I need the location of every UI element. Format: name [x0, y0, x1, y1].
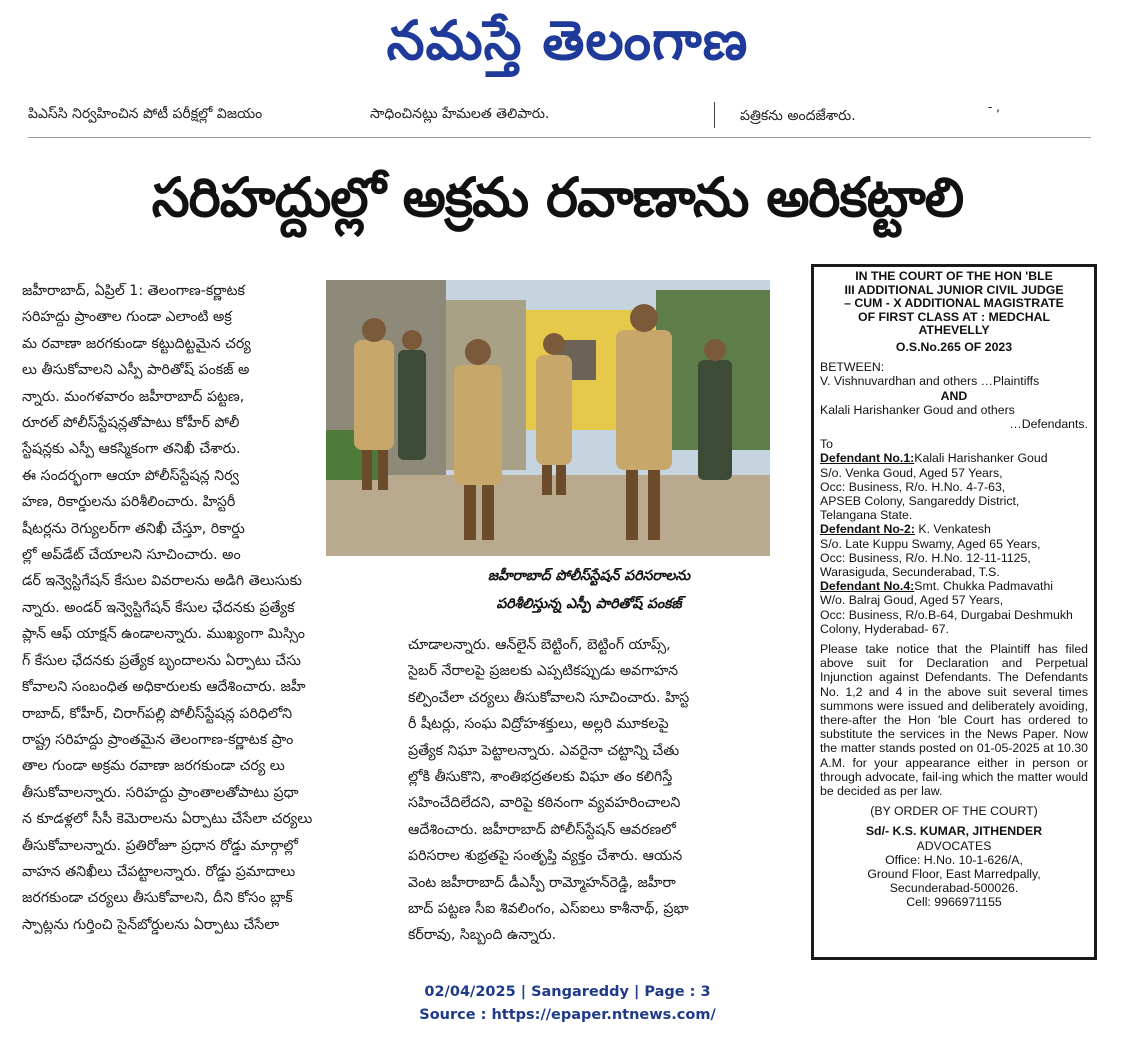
article-line: జరగకుండా చర్యలు తీసుకోవాలని, దీని కోసం బ్లాక్ — [22, 890, 293, 907]
article-line: రూరల్ పోలీస్‌స్టేషన్లతోపాటు కోహీర్ పోలీ — [22, 415, 240, 432]
office-line: Ground Floor, East Marredpally, — [867, 867, 1041, 882]
article-line: ల్లో అప్‌డేట్ చేయాలని సూచించారు. అం — [22, 547, 241, 564]
article-line: తాల గుండా అక్రమ రవాణా జరగకుండా చర్య లు — [22, 758, 285, 775]
defendant-2-line: S/o. Late Kuppu Swamy, Aged 65 Years, — [820, 536, 1041, 551]
article-line: న్నారు. అండర్ ఇన్వెస్టిగేషన్ కేసుల ఛేదనకు ప్రత్యేక — [22, 599, 295, 616]
office-line: Secunderabad-500026. — [889, 881, 1019, 896]
column-divider — [714, 102, 715, 128]
strip-snippet-2: సాధించినట్లు హేమలత తెలిపారు. — [370, 106, 550, 122]
article-line: రీ షీటర్లు, సంఘ విద్రోహశక్తులు, అల్లరి మూకలపై — [408, 716, 669, 733]
article-line: రాబాద్, కోహీర్, చిరాగ్‌పల్లి పోలీస్‌స్టేషన్ల పరిధిలోని — [22, 705, 293, 722]
article-line: కోవాలని సంబంధిత అధికారులకు ఆదేశించారు. జహీ — [22, 679, 306, 696]
page-footer — [0, 981, 1135, 1027]
court-name — [820, 270, 1088, 338]
signatory: Sd/- K.S. KUMAR, JITHENDER — [865, 824, 1043, 839]
section-rule — [28, 137, 1091, 138]
article-line: ఆదేశించారు. జహీరాబాద్ పోలీస్‌స్టేషన్ ఆవరణలో — [408, 821, 676, 838]
article-line: హణ, రికార్డులను పరిశీలించారు. హిస్టరీ — [22, 494, 236, 511]
defendant-4-name: Smt. Chukka Padmavathi — [914, 579, 1054, 594]
defendant-1 — [820, 451, 1088, 465]
to-label: To — [820, 437, 833, 452]
article-line: తీసుకోవాలన్నారు. ప్రతిరోజూ ప్రధాన రోడ్డు మార్గాల్లో — [22, 837, 299, 854]
photo-illustration — [326, 280, 770, 556]
article-line: న కూడళ్లలో సీసీ కెమెరాలను ఏర్పాటు చేసేలా చర్యలు — [22, 811, 313, 828]
defendant-1-name: Kalali Harishanker Goud — [914, 451, 1048, 466]
defendant-2-name: K. Venkatesh — [914, 522, 991, 537]
article-line: బాద్ పట్టణ సీఐ శివలింగం, ఎస్ఐలు కాశీనాథ్, ప్రభా — [408, 901, 689, 918]
article-line: వాహన తనిఖీలు చేపట్టాలన్నారు. రోడ్డు ప్రమాదాలు — [22, 863, 296, 880]
advocates-label: ADVOCATES — [916, 838, 992, 853]
defendant-1-line: Occ: Business, R/o. H.No. 4-7-63, — [820, 479, 1006, 494]
masthead — [0, 8, 1135, 88]
defendant-2 — [820, 522, 1088, 536]
article-line: డర్ ఇన్వెస్టిగేషన్ కేసుల వివరాలను అడిగి తెలుసుకు — [22, 573, 302, 590]
article-line: చూడాలన్నారు. ఆన్‌లైన్ బెట్టింగ్, బెట్టింగ్ యాప్స్, — [408, 637, 671, 653]
order-line: (BY ORDER OF THE COURT) — [870, 804, 1038, 819]
court-line: OF FIRST CLASS AT : MEDCHAL — [858, 309, 1050, 324]
article-line: రాష్ట్ర సరిహద్దు ప్రాంతమైన తెలంగాణ-కర్ణాటక ప్రాం — [22, 731, 294, 748]
article-line: తీసుకోవాలన్నారు. సరిహద్దు ప్రాంతాలతోపాటు ప్రధా — [22, 784, 299, 801]
article-line: స్పాట్లను గుర్తించి సైన్‌బోర్డులను ఏర్పాటు చేసేలా — [22, 916, 280, 933]
article-line: ఈ సందర్భంగా ఆయా పోలీస్‌స్టేషన్ల నిర్వ — [22, 467, 240, 484]
article-line: ప్లాన్ ఆఫ్ యాక్షన్ ఉండాలన్నారు. ముఖ్యంగా మిస్సిం — [22, 626, 305, 643]
defendant-1-line: APSEB Colony, Sangareddy District, — [820, 494, 1020, 508]
article-line: సహించేదిలేదని, వారిపై కఠినంగా వ్యవహరించాలని — [408, 795, 681, 812]
defendant-2-label: Defendant No-2: — [820, 522, 915, 537]
case-number: O.S.No.265 OF 2023 — [895, 339, 1013, 354]
defendant-1-line: S/o. Venka Goud, Aged 57 Years, — [820, 465, 1003, 480]
legal-notice — [811, 264, 1097, 960]
footer-date-edition: 02/04/2025 | Sangareddy | Page : 3 — [424, 984, 711, 1000]
article-line: స్టేషన్లకు ఎస్పీ ఆకస్మికంగా తనిఖీ చేశారు. — [22, 441, 241, 458]
article-line: లు తీసుకోవాలని ఎస్పీ పారితోష్ పంకజ్ అ — [22, 362, 250, 379]
article-line: వెంట జహీరాబాద్ డీఎస్పీ రామ్మోహన్‌రెడ్డి, జహీరా — [408, 874, 676, 891]
top-strip — [28, 100, 1093, 134]
article-line: ల్లోకి తీసుకొని, శాంతిభద్రతలకు విఘా తం కలిగిస్తే — [408, 769, 673, 786]
court-line: III ADDITIONAL JUNIOR CIVIL JUDGE — [844, 282, 1064, 297]
between-label: BETWEEN: — [820, 360, 885, 375]
article-line: కర్‌రావు, సిబ్బంది ఉన్నారు. — [408, 927, 557, 944]
office-line: Office: H.No. 10-1-626/A, — [885, 852, 1023, 867]
defendant-2-line: Warasiguda, Secunderabad, T.S. — [820, 565, 1000, 580]
article-line: గ్ కేసుల ఛేదనకు ప్రత్యేక బృందాలను ఏర్పాటు చేసు — [22, 652, 301, 669]
defendant-4-label: Defendant No.4: — [820, 579, 915, 594]
strip-snippet-1: పిఎస్‌సి నిర్వహించిన పోటీ పరీక్షల్లో విజయం — [28, 106, 263, 122]
defendants: Kalali Harishanker Goud and others — [820, 402, 1015, 417]
article-line: సైబర్ నేరాలపై ప్రజలకు ఎప్పటికప్పుడు అవగాహన — [408, 663, 679, 680]
article-line: సరిహద్దు ప్రాంతాల గుండా ఎలాంటి అక్ర — [22, 309, 232, 326]
notice-text: Please take notice that the Plaintiff has filed above suit for Declaration and Perpetual Injunction against Defendants. The Defendants No. 1,2 and 4 in the above suit several times summons were issued and deliberately avoiding, there-after the Hon 'ble Court has ordered to substitute the services in the News Paper. Now the matter stands posted on 01-05-2025 at 10.30 A.M. for your appearance either in person or through advocate, fail-ing which the matter would be decided as per law. — [820, 642, 1088, 799]
article-line: జహీరాబాద్, ఏప్రిల్ 1: తెలంగాణ-కర్ణాటక — [22, 283, 245, 299]
caption-line: పరిశీలిస్తున్న ఎస్పీ పారితోష్ పంకజ్ — [496, 596, 682, 612]
defendant-1-label: Defendant No.1: — [820, 451, 915, 466]
defendant-4-line: Colony, Hyderabad- 67. — [820, 621, 949, 636]
photo-caption — [408, 562, 770, 624]
defendant-4-line: Occ: Business, R/o.B-64, Durgabai Deshmukh — [820, 607, 1073, 622]
article-headline — [20, 150, 1095, 246]
plaintiffs: V. Vishnuvardhan and others …Plaintiffs — [820, 374, 1040, 389]
article-line: మ రవాణా జరగకుండా కట్టుదిట్టమైన చర్య — [22, 335, 251, 352]
article-line: షీటర్లను రెగ్యులర్‌గా తనిఖీ చేస్తూ, రికార్డు — [22, 520, 245, 537]
court-line: ATHEVELLY — [918, 323, 990, 338]
defendant-4-line: W/o. Balraj Goud, Aged 57 Years, — [820, 593, 1004, 608]
article-line: న్నారు. మంగళవారం జహీరాబాద్ పట్టణ, — [22, 388, 245, 405]
article-line: ప్రత్యేక నిఘా పెట్టాలన్నారు. ఎవరైనా చట్టాన్ని చేతు — [408, 742, 680, 759]
article-column-2 — [408, 632, 776, 958]
newspaper-title: నమస్తే తెలంగాణ — [386, 8, 749, 72]
court-line: – CUM - X ADDITIONAL MAGISTRATE — [844, 296, 1064, 311]
office-line: Cell: 9966971155 — [906, 895, 1002, 910]
headline-text: సరిహద్దుల్లో అక్రమ రవాణాను అరికట్టాలి — [151, 166, 964, 229]
and-label: AND — [940, 388, 968, 403]
news-photo — [326, 280, 770, 556]
article-line: కల్పించేలా చర్యలు తీసుకోవాలని సూచించారు. హిస్ట — [408, 689, 690, 706]
defendants-suffix: …Defendants. — [1009, 416, 1088, 431]
strip-snippet-3: పత్రికను అందజేశారు. — [740, 108, 856, 124]
court-line: IN THE COURT OF THE HON 'BLE — [855, 269, 1053, 283]
defendant-2-line: Occ: Business, R/o. H.No. 12-11-1125, — [820, 550, 1031, 565]
defendant-4 — [820, 579, 1088, 593]
footer-source: Source : https://epaper.ntnews.com/ — [419, 1007, 716, 1023]
defendant-1-line: Telangana State. — [820, 508, 913, 523]
article-line: పరిసరాల శుభ్రతపై సంతృప్తి వ్యక్తం చేశారు. ఆయన — [408, 848, 683, 865]
strip-snippet-4: - , — [988, 100, 1000, 114]
caption-line: జహీరాబాద్ పోలీస్‌స్టేషన్ పరిసరాలను — [487, 568, 691, 584]
